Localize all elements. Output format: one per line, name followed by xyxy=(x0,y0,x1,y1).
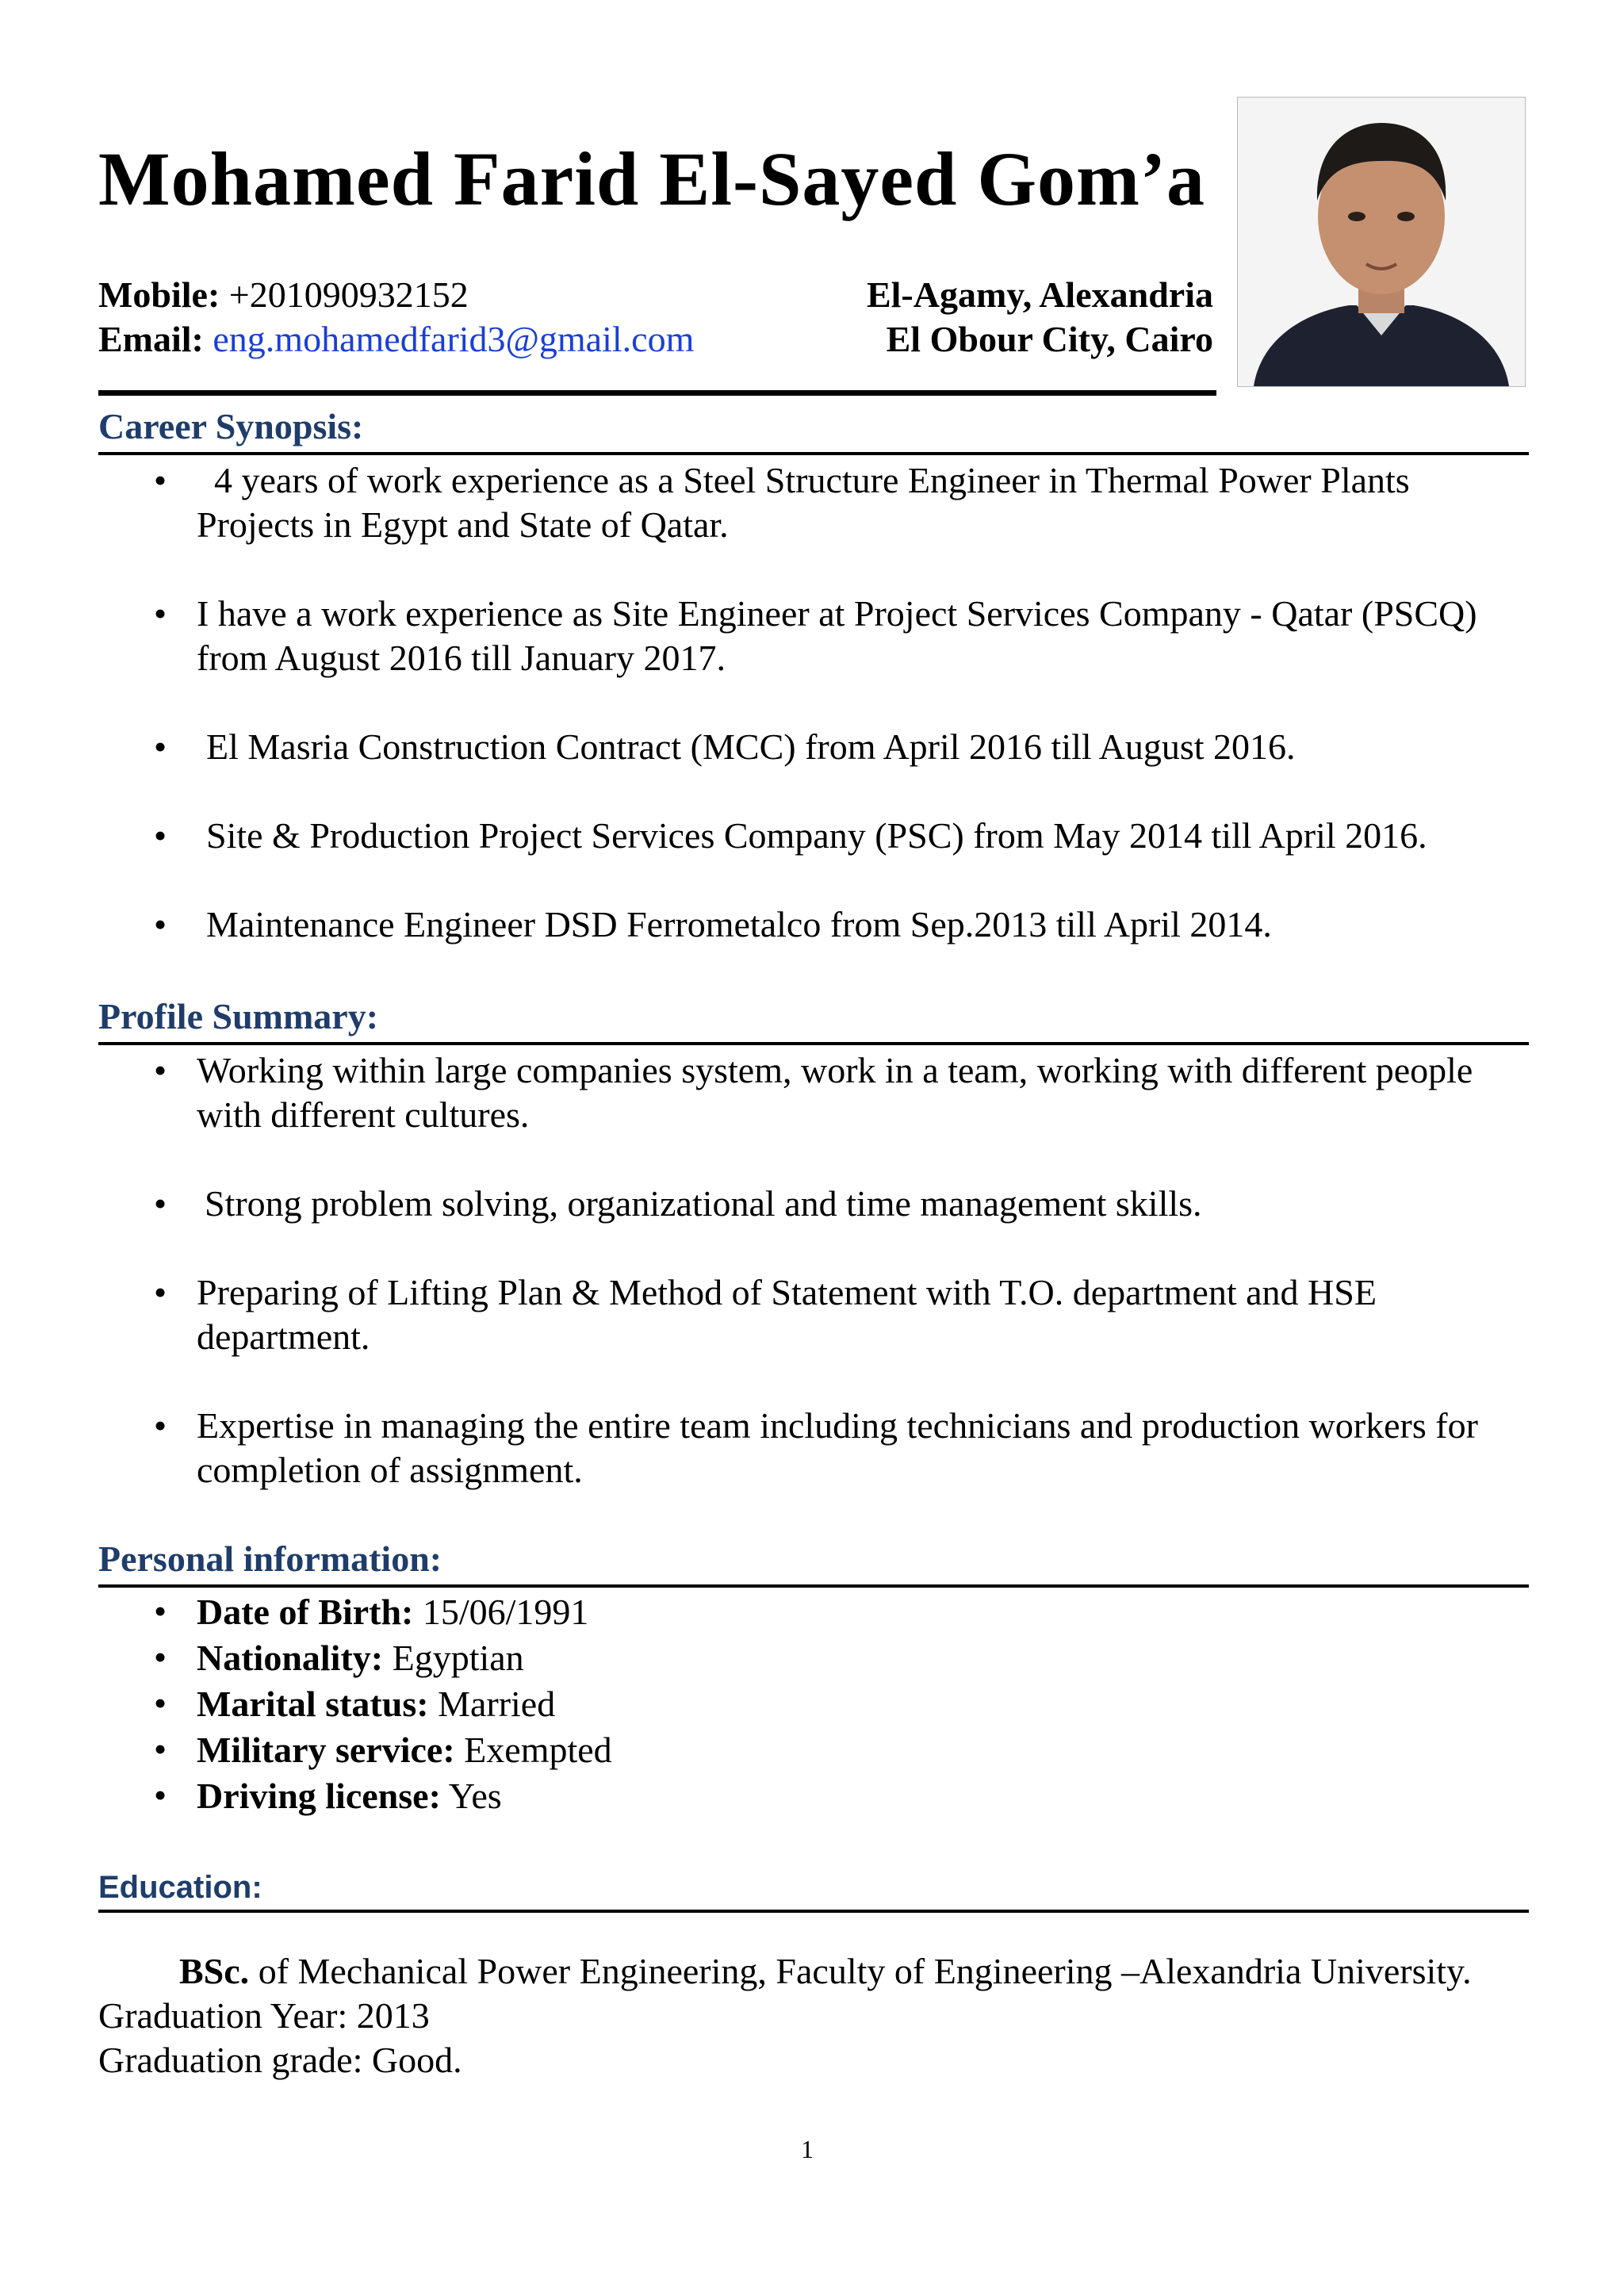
bullet-icon: • xyxy=(154,1637,167,1677)
graduation-year: Graduation Year: 2013 xyxy=(98,1995,430,2036)
email-label: Email: xyxy=(98,319,204,359)
profile-divider xyxy=(98,1042,1529,1045)
profile-photo xyxy=(1237,97,1526,387)
graduation-grade: Graduation grade: Good. xyxy=(98,2040,462,2080)
mobile-number: +201090932152 xyxy=(228,274,469,315)
list-item xyxy=(98,1681,1526,1727)
field-label: Military service: xyxy=(197,1730,455,1770)
field-value: Exempted xyxy=(464,1730,612,1770)
email-line xyxy=(98,317,694,362)
profile-list xyxy=(98,1048,1526,1492)
field-value: Egyptian xyxy=(392,1638,524,1678)
education-heading: Education: xyxy=(98,1870,262,1905)
list-item xyxy=(98,1773,1526,1819)
bullet-icon: • xyxy=(154,1683,167,1723)
list-item xyxy=(98,1589,1526,1635)
career-list xyxy=(98,458,1526,947)
header-divider xyxy=(98,390,1216,396)
contact-row-mobile xyxy=(98,273,1213,317)
profile-summary-heading: Profile Summary: xyxy=(98,996,379,1036)
list-item: • Strong problem solving, organizational and time management skills. xyxy=(98,1182,1526,1226)
bullet-icon: • xyxy=(154,1050,167,1090)
field-value: Yes xyxy=(448,1776,502,1816)
email-link[interactable]: eng.mohamedfarid3@gmail.com xyxy=(213,319,695,359)
degree-line xyxy=(98,1949,1526,1994)
education-divider xyxy=(98,1910,1529,1913)
field-label: Driving license: xyxy=(197,1776,441,1816)
candidate-name: Mohamed Farid El-Sayed Gom’a xyxy=(98,136,1205,221)
list-item: • Expertise in managing the entire team including technicians and production workers for completion of assignment. xyxy=(154,1405,1478,1490)
bullet-icon: • xyxy=(154,1729,167,1769)
bullet-icon: • xyxy=(154,904,167,944)
personal-information-heading: Personal information: xyxy=(98,1538,442,1579)
field-label: Date of Birth: xyxy=(197,1592,414,1632)
mobile-line xyxy=(98,273,469,317)
list-item: • Maintenance Engineer DSD Ferrometalco from Sep.2013 till April 2014. xyxy=(98,902,1526,947)
education-block xyxy=(98,1949,1526,2082)
field-value: Married xyxy=(438,1684,556,1724)
bullet-icon: • xyxy=(154,593,167,634)
field-value: 15/06/1991 xyxy=(422,1592,589,1632)
location-2: El Obour City, Cairo xyxy=(886,319,1213,359)
field-label: Marital status: xyxy=(197,1684,429,1724)
bullet-icon: • xyxy=(154,1591,167,1631)
location-1: El-Agamy, Alexandria xyxy=(866,274,1213,315)
bullet-icon: • xyxy=(154,815,167,856)
bullet-icon: • xyxy=(154,460,167,500)
list-item: • I have a work experience as Site Engineer at Project Services Company - Qatar (PSCQ) from August 2016 till January 2017. xyxy=(154,593,1477,678)
mobile-label: Mobile: xyxy=(98,274,220,315)
list-item: • Site & Production Project Services Company (PSC) from May 2014 till April 2016. xyxy=(98,814,1526,858)
list-item: • Preparing of Lifting Plan & Method of Statement with T.O. department and HSE department. xyxy=(154,1272,1377,1357)
list-item: • 4 years of work experience as a Steel Structure Engineer in Thermal Power Plants Projects in Egypt and State of Qatar. xyxy=(154,460,1410,545)
personal-list xyxy=(98,1589,1526,1819)
page-number: 1 xyxy=(801,2135,814,2163)
degree-text: of Mechanical Power Engineering, Faculty of Engineering –Alexandria University. xyxy=(258,1951,1472,1991)
list-item xyxy=(98,1635,1526,1681)
career-divider xyxy=(98,452,1529,455)
career-synopsis-heading: Career Synopsis: xyxy=(98,406,364,446)
personal-divider xyxy=(98,1584,1529,1588)
bullet-icon: • xyxy=(154,1272,167,1312)
list-item: • El Masria Construction Contract (MCC) from April 2016 till August 2016. xyxy=(98,725,1526,769)
bullet-icon: • xyxy=(154,1183,167,1224)
list-item xyxy=(98,1727,1526,1773)
field-label: Nationality: xyxy=(197,1638,384,1678)
degree-label: BSc. xyxy=(179,1951,250,1991)
bullet-icon: • xyxy=(154,726,167,767)
contact-row-email xyxy=(98,317,1213,362)
list-item: • Working within large companies system, work in a team, working with different people with different cultures. xyxy=(154,1050,1473,1135)
bullet-icon: • xyxy=(154,1405,167,1446)
bullet-icon: • xyxy=(154,1775,167,1815)
portrait-image xyxy=(1238,98,1525,386)
